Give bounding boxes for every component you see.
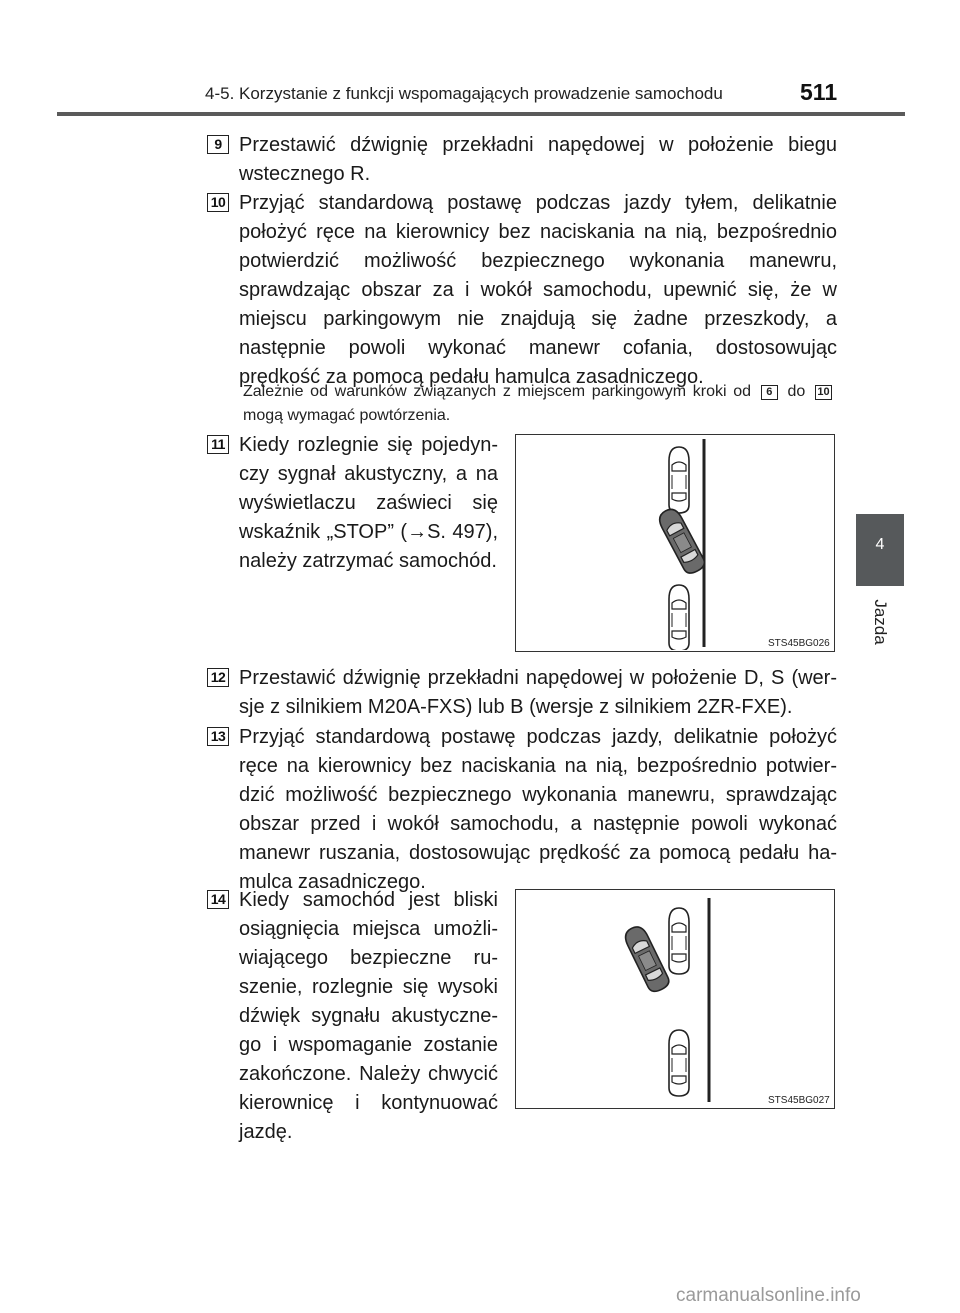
chapter-label bbox=[856, 594, 904, 654]
figure-stop-indicator bbox=[515, 434, 835, 652]
parking-diagram-2 bbox=[516, 890, 833, 1107]
step-number: 14 bbox=[207, 890, 229, 909]
parked-car-front-icon bbox=[669, 908, 689, 974]
header-divider bbox=[57, 112, 905, 116]
parked-car-front-icon bbox=[669, 447, 689, 513]
step-number: 9 bbox=[207, 135, 229, 154]
step-number: 13 bbox=[207, 727, 229, 746]
step-11 bbox=[207, 431, 507, 581]
step-number: 10 bbox=[207, 193, 229, 212]
page-number: 511 bbox=[800, 79, 838, 105]
note-text-middle: do bbox=[787, 383, 806, 400]
section-title: 4-5. Korzystanie z funkcji wspomagających prowadzenie samochodu bbox=[205, 84, 723, 103]
step-number: 12 bbox=[207, 668, 229, 687]
step-text: Przyjąć standardową postawę podczas jazdy, delikatnie położyć ręce na kierownicy bez naciskania na nią, bezpośrednio potwier-dzić możliwość bezpiecznego wykonania manewru, sprawdzając obszar przed i wokół samochodu, a następnie powoli wykonać manewr ruszania, dostosowując prędkość za pomocą pedału ha-mulca zasadniczego. bbox=[239, 726, 837, 893]
chapter-tab[interactable] bbox=[856, 514, 904, 586]
note-step-10: 10 bbox=[815, 385, 832, 400]
note-step-6: 6 bbox=[761, 385, 778, 400]
page-header bbox=[0, 0, 960, 120]
figure-code: STS45BG027 bbox=[768, 1095, 830, 1106]
figure-assist-end bbox=[515, 889, 835, 1109]
watermark: carmanualsonline.info bbox=[676, 1285, 861, 1306]
step-text: Kiedy rozlegnie się pojedyn-czy sygnał akustyczny, a na wyświetlaczu zaświeci się wskaźnik „STOP” (→S. 497), należy zatrzymać samochód. bbox=[239, 434, 498, 572]
step-number: 11 bbox=[207, 435, 229, 454]
chapter-number: 4 bbox=[875, 536, 885, 553]
chapter-name: Jazda bbox=[871, 599, 890, 645]
departing-car-icon bbox=[622, 923, 672, 994]
parked-car-rear-icon bbox=[669, 585, 689, 650]
step-10 bbox=[207, 189, 837, 388]
step-text: Przyjąć standardową postawę podczas jazdy tyłem, delikatnie położyć ręce na kierownicy bez naciskania na nią, bezpośrednio potwierdzić możliwość bezpiecznego wykonania manewru, sprawdzając obszar za i wokół samochodu, upewnić się, że w miejscu parkingowym nie znajdują się żadne przeszkody, a następnie powoli wykonać manewr cofania, dostosowując prędkość za pomocą pedału hamulca zasadniczego. bbox=[239, 192, 837, 388]
step-13 bbox=[207, 723, 837, 893]
repeat-steps-note bbox=[243, 380, 835, 428]
note-text-before: Zależnie od warunków związanych z miejscem parkingowym kroki od bbox=[243, 383, 752, 400]
step-14 bbox=[207, 886, 507, 1143]
step-9 bbox=[207, 131, 837, 189]
step-text: Kiedy samochód jest bliski osiągnięcia miejsca umożli-wiającego bezpieczne ru-szenie, rozlegnie się wysoki dźwięk sygnału akustyczne-go i wspomaganie zostanie zakończone. Należy chwycić kierownicę i kontynuować jazdę. bbox=[239, 889, 498, 1143]
step-12 bbox=[207, 664, 837, 724]
parking-diagram-1 bbox=[516, 435, 833, 650]
step-text: Przestawić dźwignię przekładni napędowej w położenie D, S (wer-sje z silnikiem M20A-FXS) lub B (wersje z silnikiem 2ZR-FXE). bbox=[239, 667, 837, 718]
step-text: Przestawić dźwignię przekładni napędowej w położenie biegu wstecznego R. bbox=[239, 134, 837, 185]
parked-car-rear-icon bbox=[669, 1030, 689, 1096]
note-text-after: mogą wymagać powtórzenia. bbox=[243, 407, 451, 424]
maneuvering-car-icon bbox=[656, 506, 707, 576]
figure-code: STS45BG026 bbox=[768, 638, 830, 649]
